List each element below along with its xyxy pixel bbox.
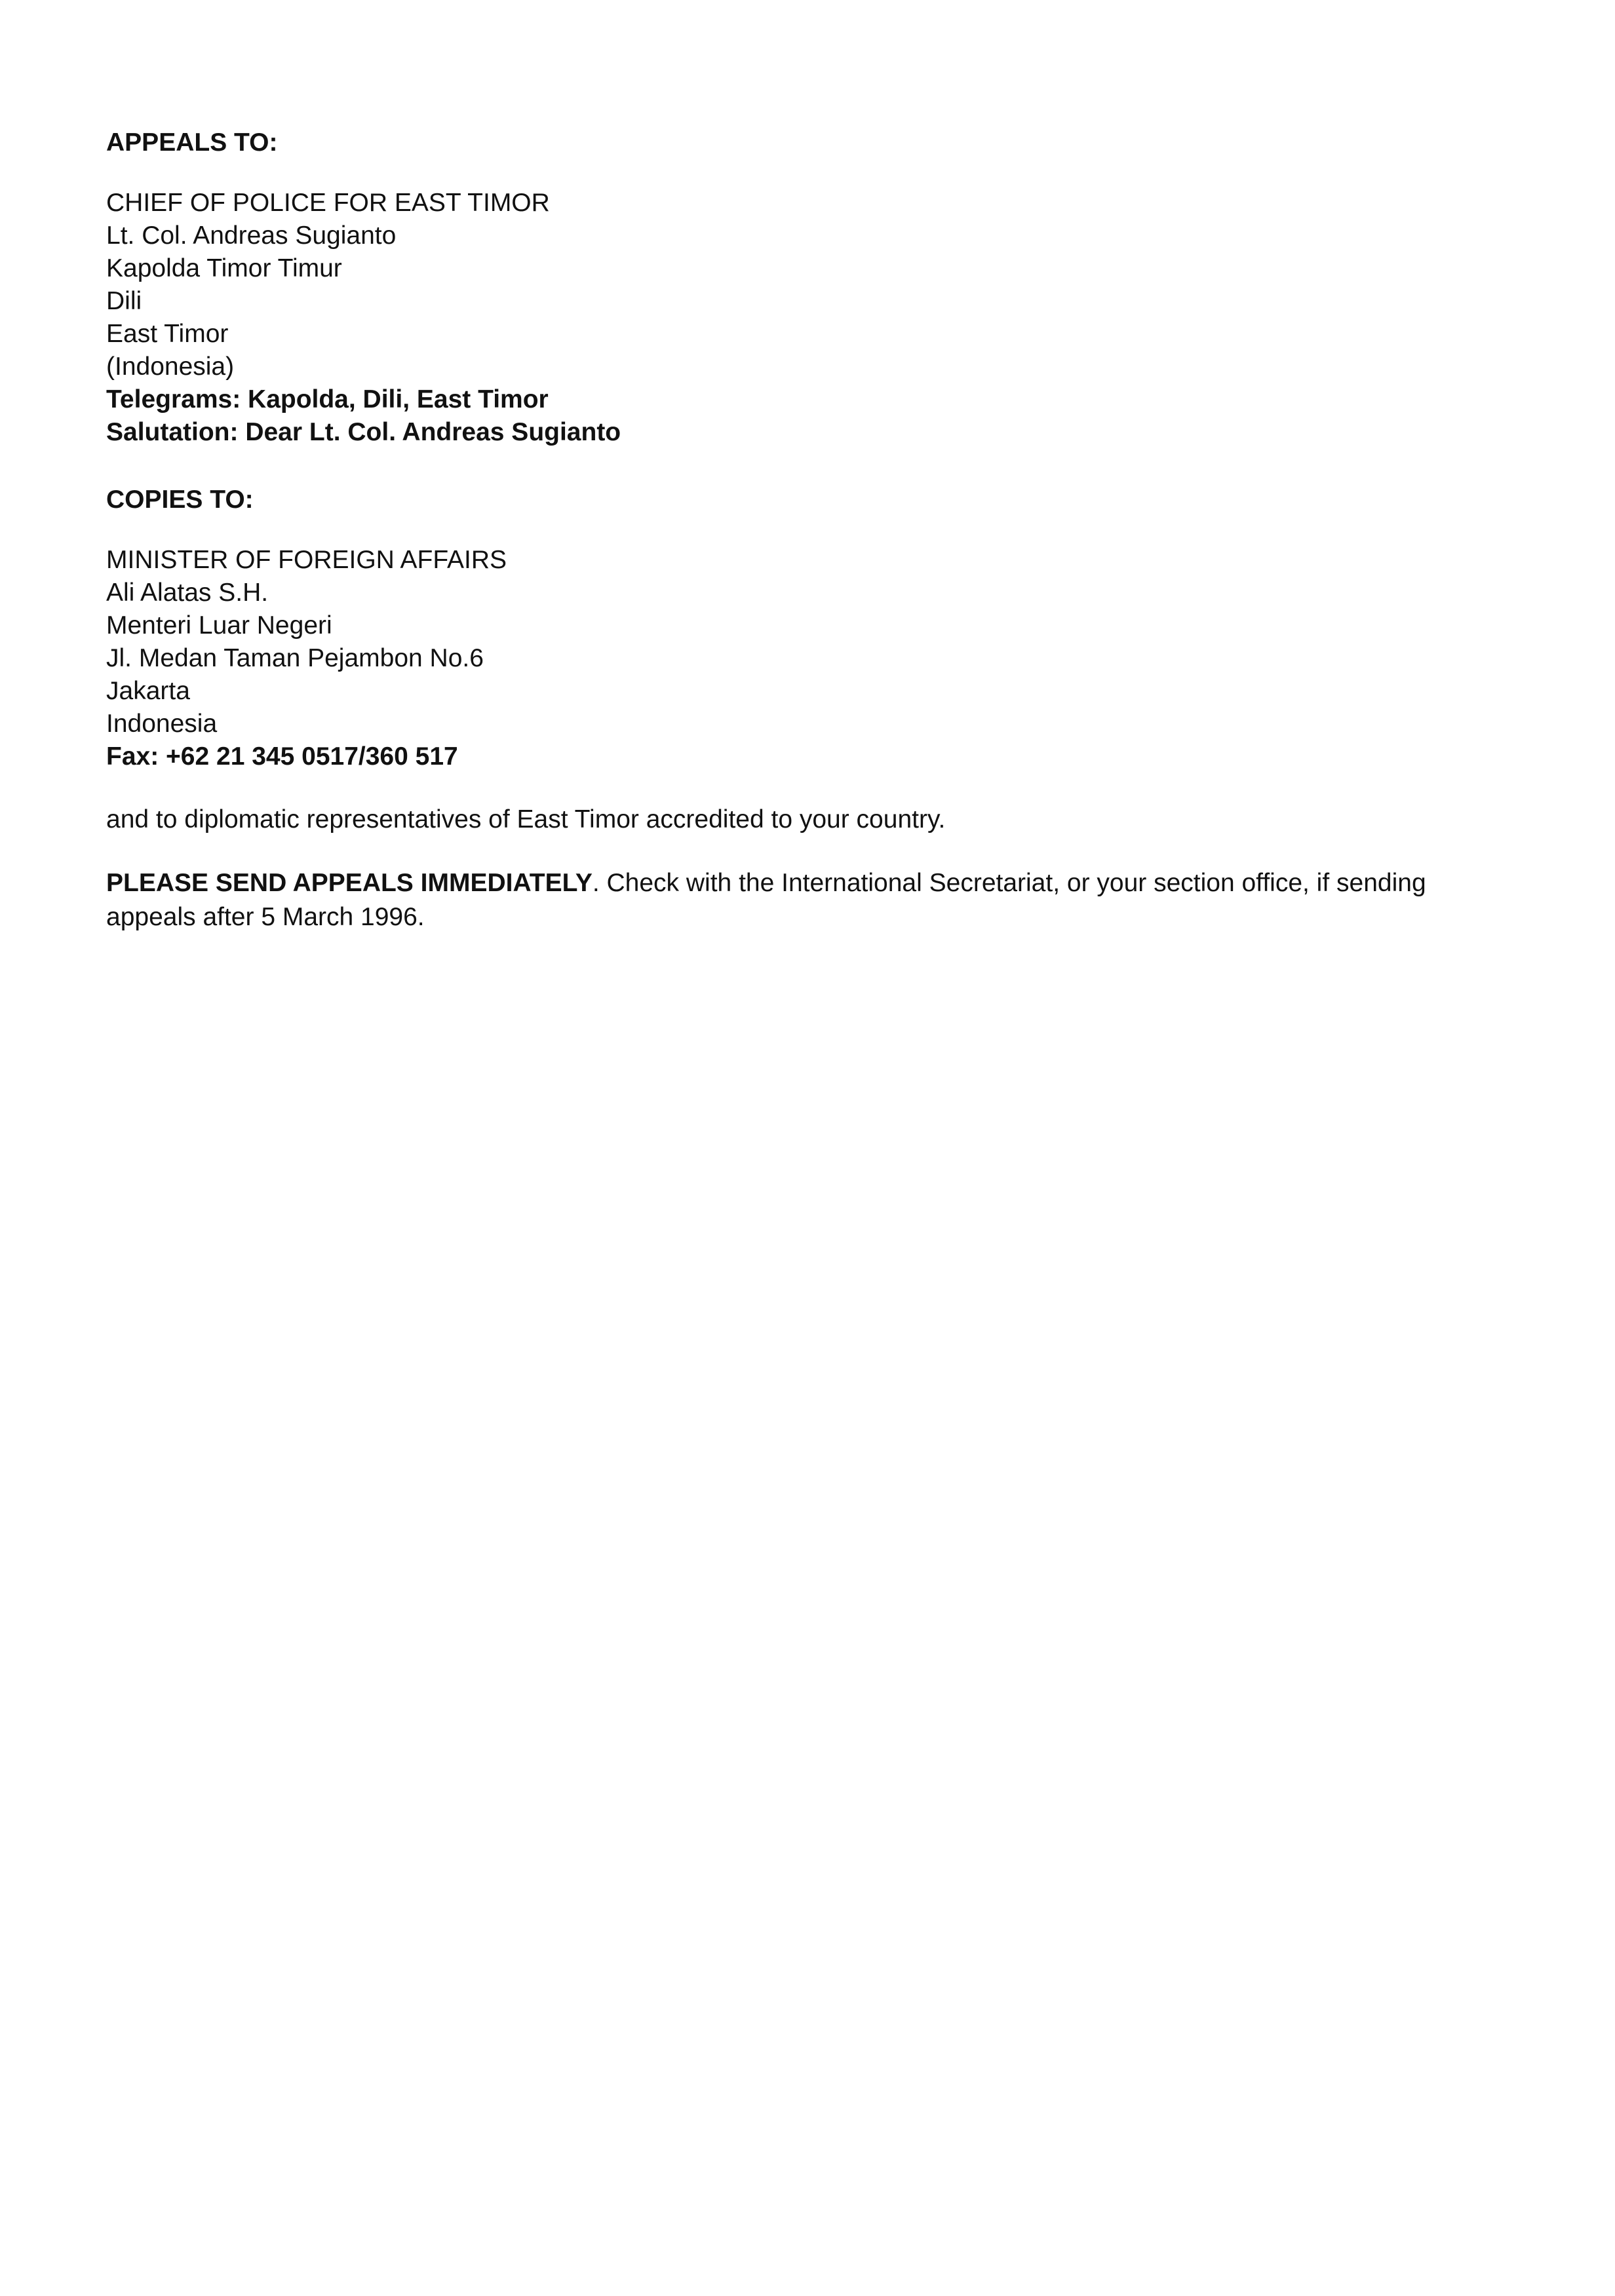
copies-line: Indonesia: [106, 710, 218, 738]
recipient-line: CHIEF OF POLICE FOR EAST TIMOR: [106, 189, 550, 217]
recipient-line: Lt. Col. Andreas Sugianto: [106, 221, 397, 250]
recipient-line: Dili: [106, 287, 142, 315]
closing-paragraph: [106, 866, 1483, 934]
copies-address: [106, 544, 1483, 773]
closing-block: [106, 866, 1483, 934]
copies-line: Jakarta: [106, 677, 190, 705]
closing-bold-lead: PLEASE SEND APPEALS IMMEDIATELY: [106, 869, 593, 897]
recipient-line: (Indonesia): [106, 353, 235, 381]
appeals-heading-block: [106, 126, 1483, 159]
copies-line: Menteri Luar Negeri: [106, 611, 332, 640]
fax-line: Fax: +62 21 345 0517/360 517: [106, 742, 458, 771]
copies-line: Ali Alatas S.H.: [106, 579, 269, 607]
appeals-heading: APPEALS TO:: [106, 128, 278, 157]
salutation-line: Salutation: Dear Lt. Col. Andreas Sugianto: [106, 418, 621, 446]
copies-line: MINISTER OF FOREIGN AFFAIRS: [106, 546, 507, 574]
recipient-address: [106, 187, 1483, 449]
copies-heading-block: [106, 484, 1483, 516]
copies-line: Jl. Medan Taman Pejambon No.6: [106, 644, 484, 672]
diplomatic-note-block: [106, 803, 1483, 837]
recipient-line: Kapolda Timor Timur: [106, 254, 342, 282]
telegrams-line: Telegrams: Kapolda, Dili, East Timor: [106, 385, 549, 413]
recipient-line: East Timor: [106, 320, 229, 348]
diplomatic-note: and to diplomatic representatives of East Timor accredited to your country.: [106, 805, 946, 833]
copies-heading: COPIES TO:: [106, 486, 254, 514]
closing-rest: . Check with the International Secretariat, or your section office, if sending appeals after 5 March 1996.: [106, 869, 1426, 931]
